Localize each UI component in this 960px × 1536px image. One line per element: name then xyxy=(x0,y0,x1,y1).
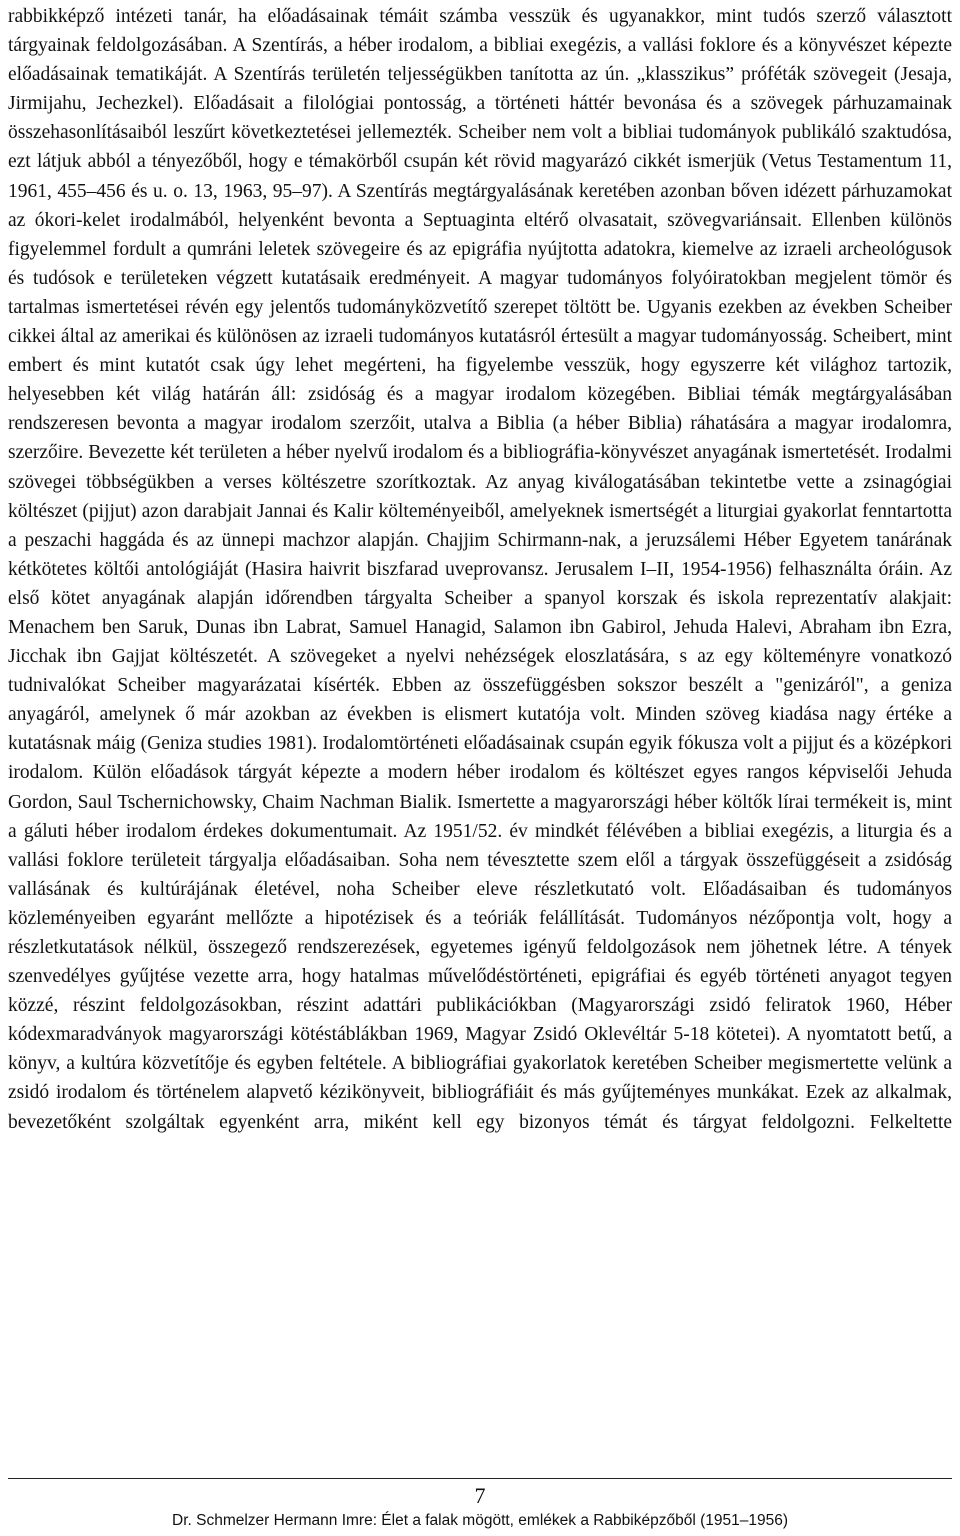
body-paragraph: rabbikképző intézeti tanár, ha előadásainak témáit számba vesszük és ugyanakkor, mint tudós szerző választott tárgyainak feldolgozásában. A Szentírás, a héber irodalom, a bibliai exegézis, a vallási foklore és a könyvészet képezte előadásainak tematikáját. A Szentírás területén teljességükben tanította az ún. „klasszikus” próféták szövegeit (Jesaja, Jirmijahu, Jechezkel). Előadásait a filológiai pontosság, a történeti háttér bevonása és a szövegek párhuzamainak összehasonlításaiból leszűrt következtetései jellemezték. Scheiber nem volt a bibliai tudományok publikáló szaktudósa, ezt látjuk abból a tényezőből, hogy e témakörből csupán két rövid magyarázó cikkét ismerjük (Vetus Testamentum 11, 1961, 455–456 és u. o. 13, 1963, 95–97). A Szentírás megtárgyalásának keretében azonban bőven idézett párhuzamokat az ókori-kelet irodalmából, helyenként bevonta a Septuaginta eltérő olvasatait, szövegvariánsait. Ellenben különös figyelemmel fordult a qumráni leletek szövegeire és az epigráfia nyújtotta adatokra, kiemelve az izraeli archeológusok és tudósok e területeken végzett kutatásaik eredményeit. A magyar tudományos folyóiratokban megjelent tömör és tartalmas ismertetései révén egy jelentős tudományközvetítő szerepet töltött be. Ugyanis ezekben az években Scheiber cikkei által az amerikai és különösen az izraeli tudományos kutatásról értesült a magyar tudományosság. Scheibert, mint embert és mint kutatót csak úgy lehet megérteni, ha figyelembe vesszük, hogy egyszerre két világhoz tartozik, helyesebben két világ határán áll: zsidóság és a magyar irodalom közegében. Bibliai témák megtárgyalásában rendszeresen bevonta a magyar irodalom szerzőit, utalva a Biblia (a héber Biblia) ráhatására a magyar irodalomra, szerzőire. Bevezette két területen a héber nyelvű irodalom és a bibliográfia-könyvészet anyagának ismertetését. Irodalmi szövegei többségükben a verses költészetre szorítkoztak. Az anyag kiválogatásában tekintetbe vette a zsinagógiai költészet (pijjut) azon darabjait Jannai és Kalir költeményeiből, amelyeknek ismertségét a liturgiai gyakorlat fenntartotta a peszachi haggáda és az ünnepi machzor alapján. Chajjim Schirmann-nak, a jeruzsálemi Héber Egyetem tanárának kétkötetes költői antológiáját (Hasira haivrit biszfarad uveprovansz. Jerusalem I–II, 1954-1956) felhasználta óráin. Az első kötet anyagának alapján időrendben tárgyalta Scheiber a spanyol korszak és iskola reprezentatív alakjait: Menachem ben Saruk, Dunas ibn Labrat, Samuel Hanagid, Salamon ibn Gabirol, Jehuda Halevi, Abraham ibn Ezra, Jicchak ibn Gajjat költészetét. A szövegeket a nyelvi nehézségek eloszlatására, s az egy költeményre vonatkozó tudnivalókat Scheiber magyarázatai kísérték. Ebben az összefüggésben sokszor beszélt a "genizáról", a geniza anyagáról, amelynek ő már azokban az években is elismert kutatója volt. Minden szöveg kiadása nagy értéke a kutatásnak máig (Geniza studies 1981). Irodalomtörténeti előadásainak csupán egyik fókusza volt a pijjut és a középkori irodalom. Külön előadások tárgyát képezte a modern héber irodalom és költészet egyes rangos képviselői Jehuda Gordon, Saul Tschernichowsky, Chaim Nachman Bialik. Ismertette a magyarországi héber költők lírai termékeit is, mint a gáluti héber irodalom érdekes dokumentumait. Az 1951/52. év mindkét félévében a bibliai exegézis, a liturgia és a vallási foklore területeit tárgyalja előadásaiban. Soha nem tévesztette szem elől a tárgyak összefüggéseit a zsidóság vallásának és kultúrájának életével, noha Scheiber eleve részletkutató volt. Előadásaiban és tudományos közleményeiben egyaránt mellőzte a hipotézisek és a teóriák felállítását. Tudományos nézőpontja volt, hogy a részletkutatások nélkül, összegező rendszerezések, egyetemes igényű feldolgozások nem jöhetnek létre. A tények szenvedélyes gyűjtése vezette arra, hogy hatalmas művelődéstörténeti, epigráfiai és egyéb történeti anyagot tegyen közzé, részint feldolgozásokban, részint adattári publikációkban (Magyarországi zsidó feliratok 1960, Héber kódexmaradványok magyarországi kötéstáblákban 1969, Magyar Zsidó Oklevéltár 5-18 kötetei). A nyomtatott betű, a könyv, a kultúra közvetítője és egyben feltétele. A bibliográfiai gyakorlatok keretében Scheiber megismertette velünk a zsidó irodalom és történelem alapvető kézikönyveit, bibliográfiáit és más gyűjteményes munkákat. Ezek az alkalmak, bevezetőként szolgáltak egyenként arra, miként kell egy bizonyos témát és tárgyat feldolgozni. Felkeltette xyxy=(8,6,952,1133)
footer-running-title: Dr. Schmelzer Hermann Imre: Élet a falak mögött, emlékek a Rabbiképzőből (1951–1956) xyxy=(172,1512,788,1529)
page-number: 7 xyxy=(474,1483,486,1508)
footer-divider xyxy=(8,1478,952,1479)
document-page xyxy=(8,0,952,1536)
